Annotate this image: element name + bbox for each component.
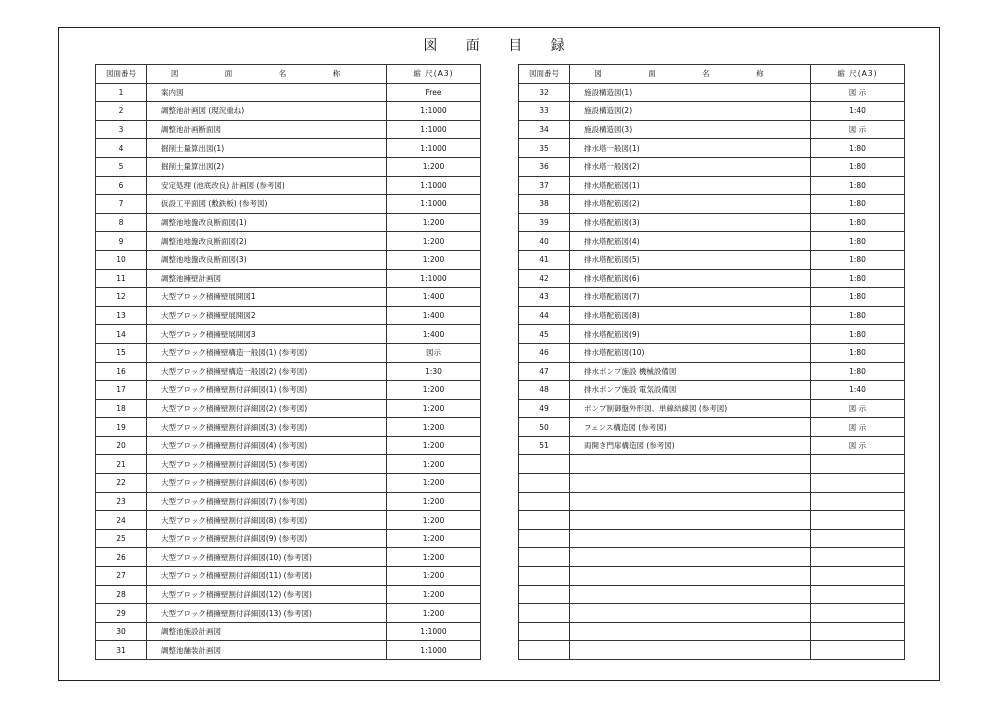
- scale-cell: 1:1000: [387, 176, 481, 195]
- scale-cell: 図 示: [811, 436, 905, 455]
- scale-cell: 1:40: [811, 102, 905, 121]
- scale-cell: [811, 585, 905, 604]
- drawing-number-cell: 22: [96, 474, 147, 493]
- table-row: [519, 492, 905, 511]
- scale-cell: 1:1000: [387, 195, 481, 214]
- header-scale: 縮 尺(A3): [811, 65, 905, 84]
- drawing-number-cell: 20: [96, 436, 147, 455]
- scale-cell: 1:200: [387, 232, 481, 251]
- table-row: [519, 529, 905, 548]
- table-row: [96, 83, 481, 102]
- header-drawing-number: 図面番号: [519, 65, 570, 84]
- drawing-number-cell: 6: [96, 176, 147, 195]
- scale-cell: 1:1000: [387, 641, 481, 660]
- drawing-number-cell: 27: [96, 567, 147, 586]
- table-row: [519, 213, 905, 232]
- drawing-name-cell: 調整池舗装計画図: [147, 641, 387, 660]
- scale-cell: 図 示: [811, 120, 905, 139]
- drawing-number-cell: 48: [519, 381, 570, 400]
- drawing-name-cell: 大型ブロック積擁壁割付詳細図(7) (参考図): [147, 492, 387, 511]
- table-row: [96, 269, 481, 288]
- table-row: [96, 250, 481, 269]
- table-row: [96, 622, 481, 641]
- drawing-name-cell: 調整池計画断面図: [147, 120, 387, 139]
- drawing-name-cell: 大型ブロック積擁壁構造一般図(2) (参考図): [147, 362, 387, 381]
- drawing-name-cell: 排水塔配筋図(3): [570, 213, 811, 232]
- scale-cell: Free: [387, 83, 481, 102]
- scale-cell: [811, 492, 905, 511]
- table-row: [519, 306, 905, 325]
- scale-cell: 1:200: [387, 455, 481, 474]
- drawing-name-cell: [570, 622, 811, 641]
- table-row: [96, 306, 481, 325]
- drawing-name-cell: 排水塔配筋図(9): [570, 325, 811, 344]
- drawing-name-cell: 調整池施設計画図: [147, 622, 387, 641]
- scale-cell: 1:80: [811, 195, 905, 214]
- drawing-number-cell: 12: [96, 288, 147, 307]
- drawing-name-cell: [570, 474, 811, 493]
- drawing-name-cell: 大型ブロック積擁壁割付詳細図(5) (参考図): [147, 455, 387, 474]
- scale-cell: 図 示: [811, 399, 905, 418]
- drawing-name-cell: 大型ブロック積擁壁展開図2: [147, 306, 387, 325]
- drawing-number-cell: 35: [519, 139, 570, 158]
- drawing-name-cell: 大型ブロック積擁壁割付詳細図(8) (参考図): [147, 511, 387, 530]
- drawing-name-cell: [570, 455, 811, 474]
- drawing-name-cell: 大型ブロック積擁壁展開図1: [147, 288, 387, 307]
- drawing-name-cell: 大型ブロック積擁壁割付詳細図(6) (参考図): [147, 474, 387, 493]
- drawing-number-cell: 47: [519, 362, 570, 381]
- scale-cell: 1:400: [387, 325, 481, 344]
- drawing-name-cell: 大型ブロック積擁壁割付詳細図(10) (参考図): [147, 548, 387, 567]
- table-row: [519, 232, 905, 251]
- drawing-name-cell: ポンプ制御盤外形図、単線結線図 (参考図): [570, 399, 811, 418]
- drawing-name-cell: 調整池地盤改良断面図(1): [147, 213, 387, 232]
- table-row: [96, 511, 481, 530]
- table-row: [519, 157, 905, 176]
- table-row: [519, 436, 905, 455]
- drawing-number-cell: [519, 529, 570, 548]
- drawing-name-cell: 安定処理 (池底改良) 計画図 (参考図): [147, 176, 387, 195]
- drawing-name-cell: [570, 529, 811, 548]
- scale-cell: 1:1000: [387, 120, 481, 139]
- drawing-number-cell: 24: [96, 511, 147, 530]
- table-row: [96, 399, 481, 418]
- drawing-name-cell: 排水塔配筋図(8): [570, 306, 811, 325]
- drawing-name-cell: 仮設工平面図 (敷鉄板) (参考図): [147, 195, 387, 214]
- drawing-number-cell: [519, 567, 570, 586]
- header-drawing-number: 図面番号: [96, 65, 147, 84]
- table-row: [96, 213, 481, 232]
- drawing-number-cell: 14: [96, 325, 147, 344]
- drawing-number-cell: [519, 641, 570, 660]
- drawing-number-cell: 19: [96, 418, 147, 437]
- drawing-number-cell: 31: [96, 641, 147, 660]
- table-row: [96, 474, 481, 493]
- scale-cell: 1:200: [387, 585, 481, 604]
- drawing-name-cell: 両開き門扉構造図 (参考図): [570, 436, 811, 455]
- table-row: [519, 362, 905, 381]
- drawing-number-cell: 8: [96, 213, 147, 232]
- drawing-name-cell: 大型ブロック積擁壁割付詳細図(2) (参考図): [147, 399, 387, 418]
- drawing-number-cell: 9: [96, 232, 147, 251]
- table-row: [96, 120, 481, 139]
- drawing-name-cell: 大型ブロック積擁壁割付詳細図(13) (参考図): [147, 604, 387, 623]
- drawing-number-cell: 36: [519, 157, 570, 176]
- table-row: [519, 455, 905, 474]
- drawing-number-cell: 41: [519, 250, 570, 269]
- scale-cell: 1:80: [811, 176, 905, 195]
- drawing-name-cell: 掘削土量算出図(2): [147, 157, 387, 176]
- drawing-number-cell: 10: [96, 250, 147, 269]
- scale-cell: [811, 529, 905, 548]
- drawing-number-cell: 2: [96, 102, 147, 121]
- table-row: [519, 622, 905, 641]
- scale-cell: 1:200: [387, 381, 481, 400]
- drawing-name-cell: 排水塔配筋図(4): [570, 232, 811, 251]
- table-row: [96, 325, 481, 344]
- scale-cell: [811, 604, 905, 623]
- drawing-name-cell: 調整池擁壁計画図: [147, 269, 387, 288]
- scale-cell: 1:400: [387, 306, 481, 325]
- scale-cell: 1:200: [387, 399, 481, 418]
- drawing-name-cell: 施設構造図(1): [570, 83, 811, 102]
- drawing-number-cell: [519, 548, 570, 567]
- drawing-name-cell: 排水塔配筋図(10): [570, 343, 811, 362]
- table-row: [519, 418, 905, 437]
- table-row: [519, 604, 905, 623]
- drawing-number-cell: 7: [96, 195, 147, 214]
- table-row: [96, 232, 481, 251]
- drawing-name-cell: 調整池地盤改良断面図(2): [147, 232, 387, 251]
- scale-cell: 1:80: [811, 269, 905, 288]
- table-header-row: [519, 65, 905, 84]
- drawing-name-cell: 大型ブロック積擁壁割付詳細図(12) (参考図): [147, 585, 387, 604]
- scale-cell: [811, 567, 905, 586]
- drawing-number-cell: [519, 474, 570, 493]
- scale-cell: [811, 511, 905, 530]
- drawing-number-cell: 34: [519, 120, 570, 139]
- scale-cell: 1:200: [387, 604, 481, 623]
- drawing-number-cell: 43: [519, 288, 570, 307]
- drawing-list-table-left: [95, 64, 481, 660]
- table-row: [519, 399, 905, 418]
- scale-cell: 1:1000: [387, 139, 481, 158]
- drawing-number-cell: [519, 455, 570, 474]
- drawing-name-cell: 大型ブロック積擁壁割付詳細図(11) (参考図): [147, 567, 387, 586]
- table-row: [96, 585, 481, 604]
- drawing-name-cell: 大型ブロック積擁壁展開図3: [147, 325, 387, 344]
- drawing-name-cell: 排水塔配筋図(1): [570, 176, 811, 195]
- drawing-name-cell: 排水塔一般図(2): [570, 157, 811, 176]
- drawing-number-cell: [519, 622, 570, 641]
- drawing-number-cell: [519, 511, 570, 530]
- drawing-name-cell: 施設構造図(3): [570, 120, 811, 139]
- table-row: [96, 381, 481, 400]
- drawing-number-cell: 15: [96, 343, 147, 362]
- drawing-number-cell: 13: [96, 306, 147, 325]
- scale-cell: 図示: [387, 343, 481, 362]
- drawing-number-cell: 30: [96, 622, 147, 641]
- scale-cell: [811, 622, 905, 641]
- drawing-name-cell: 排水塔配筋図(5): [570, 250, 811, 269]
- scale-cell: 1:80: [811, 343, 905, 362]
- scale-cell: [811, 455, 905, 474]
- drawing-number-cell: 17: [96, 381, 147, 400]
- table-header-row: [96, 65, 481, 84]
- table-row: [96, 157, 481, 176]
- table-row: [96, 641, 481, 660]
- table-row: [96, 567, 481, 586]
- drawing-name-cell: 調整池計画図 (現況重ね): [147, 102, 387, 121]
- table-row: [96, 176, 481, 195]
- drawing-name-cell: 案内図: [147, 83, 387, 102]
- scale-cell: 1:200: [387, 213, 481, 232]
- scale-cell: 1:80: [811, 213, 905, 232]
- drawing-number-cell: 49: [519, 399, 570, 418]
- drawing-number-cell: 3: [96, 120, 147, 139]
- drawing-number-cell: [519, 585, 570, 604]
- scale-cell: 1:80: [811, 362, 905, 381]
- drawing-name-cell: [570, 604, 811, 623]
- scale-cell: 1:200: [387, 418, 481, 437]
- drawing-number-cell: 38: [519, 195, 570, 214]
- drawing-number-cell: 37: [519, 176, 570, 195]
- table-row: [519, 195, 905, 214]
- scale-cell: 1:200: [387, 492, 481, 511]
- drawing-number-cell: 16: [96, 362, 147, 381]
- table-row: [96, 548, 481, 567]
- scale-cell: 1:80: [811, 250, 905, 269]
- drawing-name-cell: 掘削土量算出図(1): [147, 139, 387, 158]
- drawing-number-cell: 40: [519, 232, 570, 251]
- scale-cell: [811, 641, 905, 660]
- scale-cell: 1:200: [387, 529, 481, 548]
- table-row: [519, 567, 905, 586]
- drawing-number-cell: 26: [96, 548, 147, 567]
- drawing-name-cell: 排水塔配筋図(2): [570, 195, 811, 214]
- drawing-name-cell: [570, 641, 811, 660]
- drawing-number-cell: 18: [96, 399, 147, 418]
- drawing-number-cell: 4: [96, 139, 147, 158]
- table-row: [519, 641, 905, 660]
- drawing-number-cell: 42: [519, 269, 570, 288]
- drawing-number-cell: 23: [96, 492, 147, 511]
- page-title: 図 面 目 録: [423, 38, 577, 54]
- drawing-number-cell: 44: [519, 306, 570, 325]
- drawing-name-cell: [570, 492, 811, 511]
- table-row: [96, 455, 481, 474]
- table-row: [96, 418, 481, 437]
- drawing-number-cell: 32: [519, 83, 570, 102]
- scale-cell: [811, 548, 905, 567]
- drawing-name-cell: 大型ブロック積擁壁割付詳細図(9) (参考図): [147, 529, 387, 548]
- drawing-name-cell: [570, 585, 811, 604]
- scale-cell: 1:200: [387, 250, 481, 269]
- scale-cell: 1:80: [811, 306, 905, 325]
- drawing-number-cell: 46: [519, 343, 570, 362]
- scale-cell: 1:200: [387, 436, 481, 455]
- drawing-name-cell: [570, 511, 811, 530]
- header-drawing-name: 図 面 名 称: [570, 65, 811, 84]
- drawing-name-cell: 排水ポンプ施設 電気設備図: [570, 381, 811, 400]
- table-row: [519, 102, 905, 121]
- drawing-name-cell: [570, 567, 811, 586]
- table-row: [96, 492, 481, 511]
- drawing-name-cell: 排水ポンプ施設 機械設備図: [570, 362, 811, 381]
- table-row: [519, 343, 905, 362]
- drawing-number-cell: 50: [519, 418, 570, 437]
- drawing-name-cell: 排水塔配筋図(6): [570, 269, 811, 288]
- drawing-number-cell: 29: [96, 604, 147, 623]
- scale-cell: 1:200: [387, 157, 481, 176]
- table-row: [519, 250, 905, 269]
- scale-cell: 1:1000: [387, 622, 481, 641]
- drawing-number-cell: 28: [96, 585, 147, 604]
- header-scale: 縮 尺(A3): [387, 65, 481, 84]
- table-row: [519, 511, 905, 530]
- drawing-name-cell: 排水塔一般図(1): [570, 139, 811, 158]
- drawing-number-cell: 21: [96, 455, 147, 474]
- drawing-name-cell: 調整池地盤改良断面図(3): [147, 250, 387, 269]
- scale-cell: 1:40: [811, 381, 905, 400]
- drawing-number-cell: 51: [519, 436, 570, 455]
- table-row: [519, 139, 905, 158]
- scale-cell: 図 示: [811, 83, 905, 102]
- table-row: [96, 195, 481, 214]
- table-row: [519, 325, 905, 344]
- scale-cell: 1:80: [811, 139, 905, 158]
- drawing-number-cell: [519, 604, 570, 623]
- drawing-number-cell: 25: [96, 529, 147, 548]
- drawing-name-cell: 大型ブロック積擁壁割付詳細図(1) (参考図): [147, 381, 387, 400]
- table-row: [96, 529, 481, 548]
- table-row: [96, 436, 481, 455]
- drawing-name-cell: 大型ブロック積擁壁割付詳細図(4) (参考図): [147, 436, 387, 455]
- header-drawing-name: 図 面 名 称: [147, 65, 387, 84]
- table-row: [96, 102, 481, 121]
- table-row: [96, 343, 481, 362]
- scale-cell: 1:80: [811, 325, 905, 344]
- table-row: [96, 139, 481, 158]
- scale-cell: 1:80: [811, 157, 905, 176]
- drawing-name-cell: 排水塔配筋図(7): [570, 288, 811, 307]
- drawing-number-cell: [519, 492, 570, 511]
- drawing-name-cell: 大型ブロック積擁壁割付詳細図(3) (参考図): [147, 418, 387, 437]
- scale-cell: 1:80: [811, 232, 905, 251]
- scale-cell: 1:1000: [387, 102, 481, 121]
- table-row: [519, 474, 905, 493]
- drawing-number-cell: 11: [96, 269, 147, 288]
- drawing-name-cell: 大型ブロック積擁壁構造一般図(1) (参考図): [147, 343, 387, 362]
- table-row: [519, 585, 905, 604]
- table-row: [519, 176, 905, 195]
- scale-cell: 1:200: [387, 567, 481, 586]
- drawing-name-cell: 施設構造図(2): [570, 102, 811, 121]
- scale-cell: 図 示: [811, 418, 905, 437]
- table-row: [519, 548, 905, 567]
- drawing-number-cell: 39: [519, 213, 570, 232]
- table-row: [519, 381, 905, 400]
- table-row: [519, 83, 905, 102]
- scale-cell: 1:1000: [387, 269, 481, 288]
- drawing-list-table-right: [518, 64, 905, 660]
- scale-cell: 1:200: [387, 548, 481, 567]
- table-row: [96, 288, 481, 307]
- scale-cell: 1:80: [811, 288, 905, 307]
- scale-cell: 1:200: [387, 511, 481, 530]
- drawing-name-cell: フェンス構造図 (参考図): [570, 418, 811, 437]
- scale-cell: [811, 474, 905, 493]
- drawing-number-cell: 33: [519, 102, 570, 121]
- table-row: [96, 362, 481, 381]
- scale-cell: 1:400: [387, 288, 481, 307]
- scale-cell: 1:200: [387, 474, 481, 493]
- drawing-number-cell: 45: [519, 325, 570, 344]
- table-row: [519, 288, 905, 307]
- drawing-name-cell: [570, 548, 811, 567]
- scale-cell: 1:30: [387, 362, 481, 381]
- table-row: [96, 604, 481, 623]
- drawing-number-cell: 1: [96, 83, 147, 102]
- table-row: [519, 269, 905, 288]
- table-row: [519, 120, 905, 139]
- drawing-number-cell: 5: [96, 157, 147, 176]
